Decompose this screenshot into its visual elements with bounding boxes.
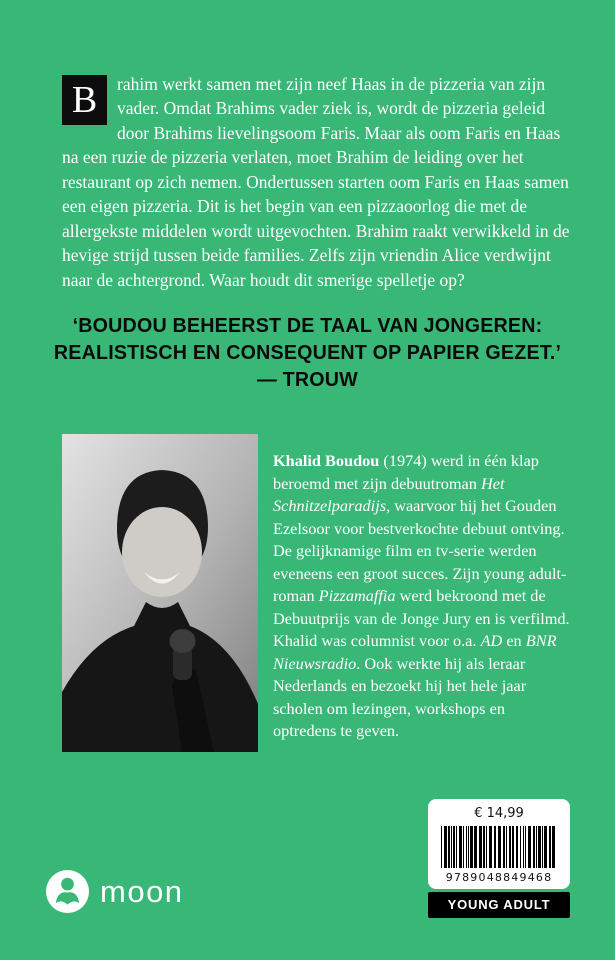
press-quote-attribution: — TROUW (257, 368, 358, 391)
isbn-number: 9789048849468 (445, 871, 553, 884)
moon-logo-icon (46, 870, 89, 913)
barcode-block (428, 799, 570, 918)
press-quote (12, 312, 602, 393)
author-bio: Khalid Boudou (1974) werd in één klap beroemd met zijn debuutroman Het Schnitzelparadijs, waarvoor hij het Gouden Ezelsoor voor bestverkochte debuut ontving. De gelijknamige film en tv-serie werden eveneens een groot succes. Zijn young adult-roman Pizzamaffia werd bekroond met de Debuutprijs van de Jonge Jury en is verfilmd. Khalid was columnist voor o.a. AD en BNR Nieuwsradio. Ook werkte hij als leraar Nederlands en bezoekt hij het hele jaar scholen om lezingen, workshops en optredens te geven. (273, 451, 570, 741)
category-badge: YOUNG ADULT (428, 892, 570, 918)
price-label: € 14,99 (474, 806, 524, 821)
synopsis-dropcap: B (62, 75, 107, 125)
barcode-bars (437, 826, 561, 868)
press-quote-line-1: ‘BOUDOU BEHEERST DE TAAL VAN JONGEREN: (72, 314, 543, 337)
synopsis-text: rahim werkt samen met zijn neef Haas in de pizzeria van zijn vader. Omdat Brahims vader ziek is, wordt de pizzeria geleid door Brahims lievelingsoom Faris. Maar als oom Faris en Haas na een ruzie de pizzeria verlaten, moet Brahim de leiding over het restaurant op zich nemen. Ondertussen starten oom Faris en Haas samen een eigen pizzeria. Dit is het begin van een pizzaoorlog die met de allergekste middelen wordt uitgevochten. Brahim raakt verwikkeld in de hevige strijd tussen beide families. Zelfs zijn vriendin Alice verdwijnt naar de achtergrond. Waar houdt dit smerige spelletje op? (62, 73, 570, 290)
publisher-name: moon (100, 874, 184, 909)
author-photo (62, 434, 258, 752)
press-quote-line-2: REALISTISCH EN CONSEQUENT OP PAPIER GEZET.’ (53, 341, 562, 364)
publisher-brand (46, 870, 184, 913)
author-section (62, 434, 571, 759)
barcode-panel (428, 799, 570, 889)
synopsis-paragraph (62, 72, 576, 293)
